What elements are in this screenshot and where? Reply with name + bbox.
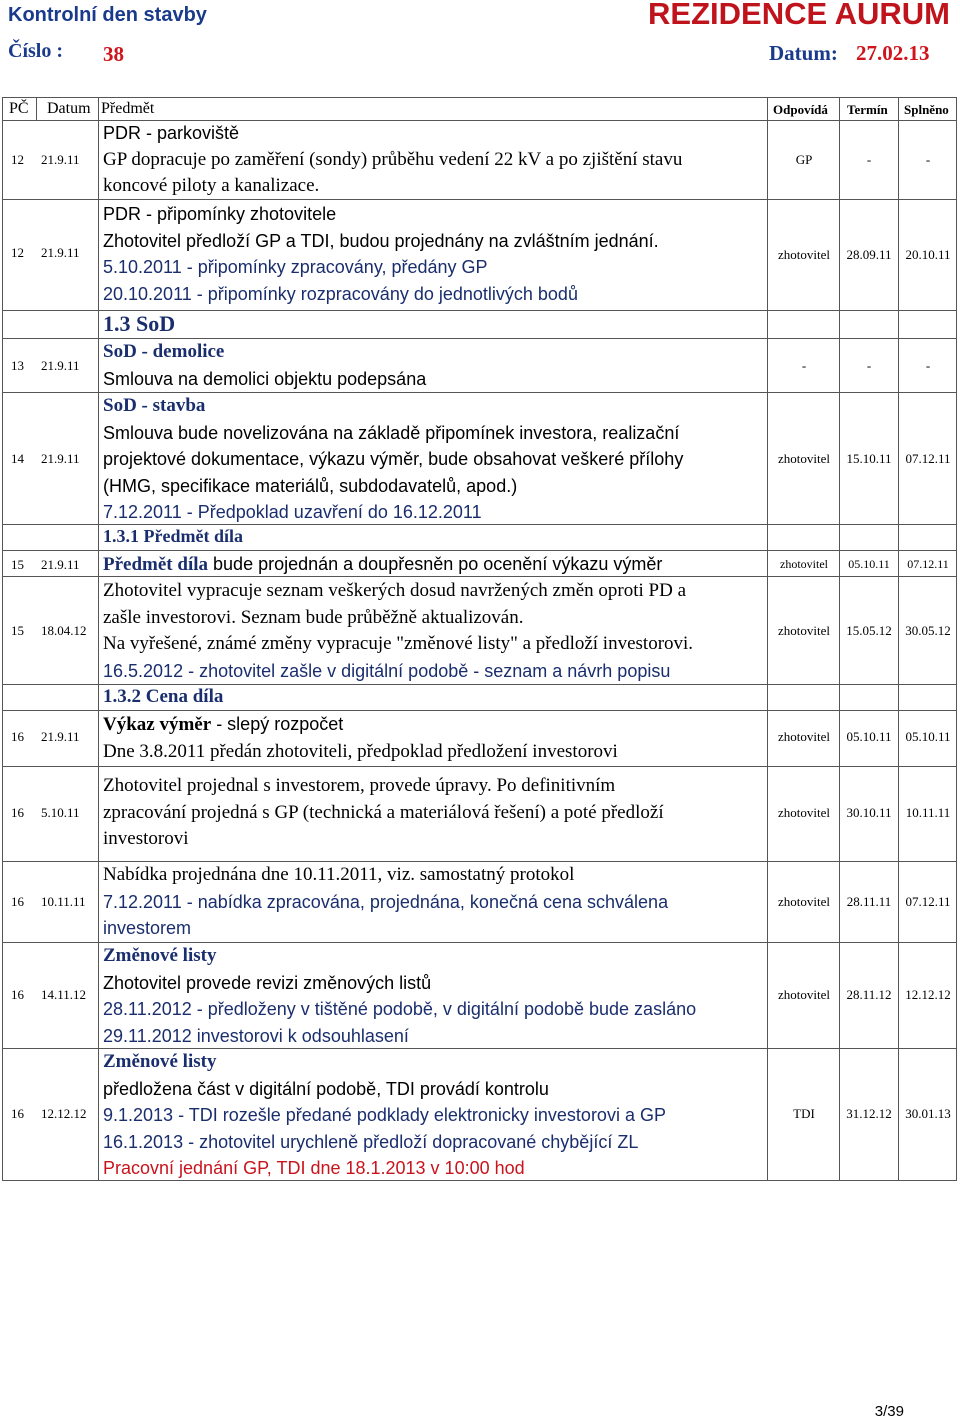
row-deadline: 28.11.11 (846, 894, 892, 909)
row-pc: 12 (11, 245, 24, 260)
subject-lead: Výkaz výměr (103, 714, 212, 735)
row-responsible: zhotovitel (778, 729, 830, 744)
row-responsible: zhotovitel (778, 247, 830, 262)
row-pc: 16 (11, 1106, 24, 1121)
subject-line: GP dopracuje po zaměření (sondy) průběhu vedení 22 kV a po zjištění stavu (103, 148, 683, 170)
row-date: 10.11.11 (41, 894, 86, 909)
row-deadline: 15.10.11 (846, 451, 892, 466)
subject-line: SoD - demolice (103, 341, 225, 362)
row-done: 07.12.11 (905, 451, 951, 466)
subject-line: Smlouva na demolici objektu podepsána (103, 368, 427, 389)
grid-line (98, 97, 99, 1180)
datum-value: 27.02.13 (856, 41, 930, 65)
subject-line: 5.10.2011 - připomínky zpracovány, předány GP (103, 257, 488, 277)
row-subject (103, 711, 618, 765)
row-deadline: 28.11.12 (846, 987, 892, 1002)
row-deadline: 05.10.11 (848, 557, 890, 571)
row-date: 21.9.11 (41, 152, 80, 167)
row-done: 12.12.12 (905, 987, 951, 1002)
subject-line: (HMG, specifikace materiálů, subdodavatelů, apod.) (103, 475, 518, 496)
subject-line: Zhotovitel vypracuje seznam veškerých dosud navržených změn oproti PD a (103, 580, 687, 601)
subject-line: 16.1.2013 - zhotovitel urychleně předloží dopracované chybějící ZL (103, 1131, 639, 1152)
row-done: 05.10.11 (905, 729, 951, 744)
row-pc: 14 (11, 451, 24, 466)
subject-line: projektové dokumentace, výkazu výměr, bude obsahovat veškeré přílohy (103, 449, 684, 469)
row-pc: 15 (11, 623, 24, 638)
col-header-splneno: Splněno (904, 102, 949, 117)
row-subject (103, 339, 426, 392)
row-subject (103, 578, 693, 684)
subject-line: PDR - parkoviště (103, 123, 240, 143)
row-deadline: - (866, 152, 872, 167)
subject-line: bude projednán a doupřesněn po ocenění výkazu výměr (213, 554, 663, 574)
row-date: 5.10.11 (41, 805, 80, 820)
subject-line: Zhotovitel projednal s investorem, provede úpravy. Po definitivním (103, 775, 616, 796)
row-responsible: zhotovitel (778, 451, 830, 466)
row-deadline: - (866, 358, 872, 373)
subject-line: Na vyřešené, známé změny vypracuje "změnové listy" a předloží investorovi. (103, 633, 694, 654)
row-responsible: GP (795, 152, 813, 167)
row-subject (103, 1049, 666, 1182)
subject-line: 16.5.2012 - zhotovitel zašle v digitální podobě - seznam a návrh popisu (103, 660, 671, 681)
datum-label: Datum: (769, 41, 838, 65)
col-header-datum: Datum (47, 100, 91, 117)
row-deadline: 31.12.12 (846, 1106, 892, 1121)
row-subject (103, 120, 682, 200)
row-responsible: TDI (793, 1106, 815, 1121)
subject-line: Zhotovitel provede revizi změnových listů (103, 972, 432, 993)
row-done: 07.12.11 (907, 557, 949, 571)
report-title: Kontrolní den stavby (8, 4, 207, 26)
cislo-value: 38 (103, 42, 124, 66)
row-responsible: zhotovitel (778, 623, 830, 638)
cislo-label: Číslo : (8, 40, 63, 62)
row-deadline: 15.05.12 (846, 623, 892, 638)
subject-line: koncové piloty a kanalizace. (103, 175, 320, 196)
col-header-pc: PČ (9, 100, 29, 117)
subject-line: Dne 3.8.2011 předán zhotoviteli, předpoklad předložení investorovi (103, 740, 618, 762)
subject-line: 29.11.2012 investorovi k odsouhlasení (103, 1025, 409, 1046)
row-done: 30.05.12 (905, 623, 951, 638)
grid-line (36, 97, 37, 121)
row-pc: 15 (11, 557, 24, 572)
row-date: 12.12.12 (41, 1106, 87, 1121)
subject-line: Pracovní jednání GP, TDI dne 18.1.2013 v 10:00 hod (103, 1158, 525, 1178)
row-responsible: zhotovitel (780, 557, 828, 571)
row-date: 21.9.11 (41, 729, 80, 744)
col-header-predmet: Předmět (101, 100, 155, 117)
subject-lead: Předmět díla (103, 554, 209, 575)
subject-line: Smlouva bude novelizována na základě připomínek investora, realizační (103, 422, 680, 443)
subject-line: SoD - stavba (103, 395, 206, 416)
page-number: 3/39 (874, 1403, 904, 1420)
subject-line: 20.10.2011 - připomínky rozpracovány do jednotlivých bodů (103, 283, 578, 304)
row-subject (103, 862, 668, 942)
row-date: 21.9.11 (41, 451, 80, 466)
grid-line (2, 97, 957, 98)
row-responsible: zhotovitel (778, 805, 830, 820)
subject-line: Změnové listy (103, 945, 217, 966)
subject-line: předložena část v digitální podobě, TDI provádí kontrolu (103, 1078, 549, 1099)
subject-line: Změnové listy (103, 1051, 217, 1072)
row-responsible: zhotovitel (778, 987, 830, 1002)
section-heading: 1.3.1 Předmět díla (103, 526, 243, 546)
subject-line: 7.12.2011 - nabídka zpracována, projednána, konečná cena schválena (103, 891, 669, 912)
row-subject (103, 551, 662, 579)
row-done: 20.10.11 (905, 247, 951, 262)
row-done: - (925, 358, 931, 373)
row-pc: 16 (11, 729, 24, 744)
row-pc: 12 (11, 152, 24, 167)
row-pc: 13 (11, 358, 24, 373)
subject-line: 7.12.2011 - Předpoklad uzavření do 16.12.2011 (103, 502, 482, 522)
row-date: 14.11.12 (41, 987, 87, 1002)
col-header-odpovida: Odpovídá (773, 102, 828, 117)
section-heading: 1.3.2 Cena díla (103, 686, 224, 707)
grid-line (2, 97, 3, 1180)
grid-line (2, 766, 957, 767)
row-deadline: 30.10.11 (846, 805, 892, 820)
row-responsible: - (801, 358, 807, 373)
row-responsible: zhotovitel (778, 894, 830, 909)
row-subject (103, 393, 683, 526)
subject-line: - slepý rozpočet (216, 714, 344, 734)
row-done: 30.01.13 (905, 1106, 951, 1121)
grid-line (2, 684, 957, 685)
subject-line: PDR - připomínky zhotovitele (103, 204, 337, 224)
subject-line: investorovi (103, 828, 189, 849)
row-done: 07.12.11 (905, 894, 951, 909)
row-deadline: 05.10.11 (846, 729, 892, 744)
row-done: 10.11.11 (905, 805, 951, 820)
row-pc: 16 (11, 987, 24, 1002)
subject-line: Nabídka projednána dne 10.11.2011, viz. samostatný protokol (103, 864, 575, 885)
subject-line: 9.1.2013 - TDI rozešle předané podklady elektronicky investorovi a GP (103, 1105, 666, 1125)
subject-line: zpracování projedná s GP (technická a materiálová řešení) a poté předloží (103, 801, 664, 823)
row-date: 21.9.11 (41, 557, 80, 572)
section-heading: 1.3 SoD (103, 311, 176, 336)
subject-line: investorem (103, 918, 192, 938)
row-subject (103, 943, 696, 1049)
subject-line: Zhotovitel předloží GP a TDI, budou projednány na zvláštním jednání. (103, 230, 659, 251)
row-deadline: 28.09.11 (846, 247, 892, 262)
project-name: REZIDENCE AURUM (648, 0, 950, 31)
subject-line: zašle investorovi. Seznam bude průběžně aktualizován. (103, 606, 524, 628)
row-date: 21.9.11 (41, 245, 80, 260)
row-pc: 16 (11, 805, 24, 820)
row-subject (103, 773, 664, 853)
subject-line: 28.11.2012 - předloženy v tištěné podobě, v digitální podobě bude zasláno (103, 999, 697, 1019)
row-done: - (925, 152, 931, 167)
row-date: 21.9.11 (41, 358, 80, 373)
row-subject (103, 201, 659, 307)
row-pc: 16 (11, 894, 24, 909)
col-header-termin: Termín (847, 102, 888, 117)
row-date: 18.04.12 (41, 623, 87, 638)
